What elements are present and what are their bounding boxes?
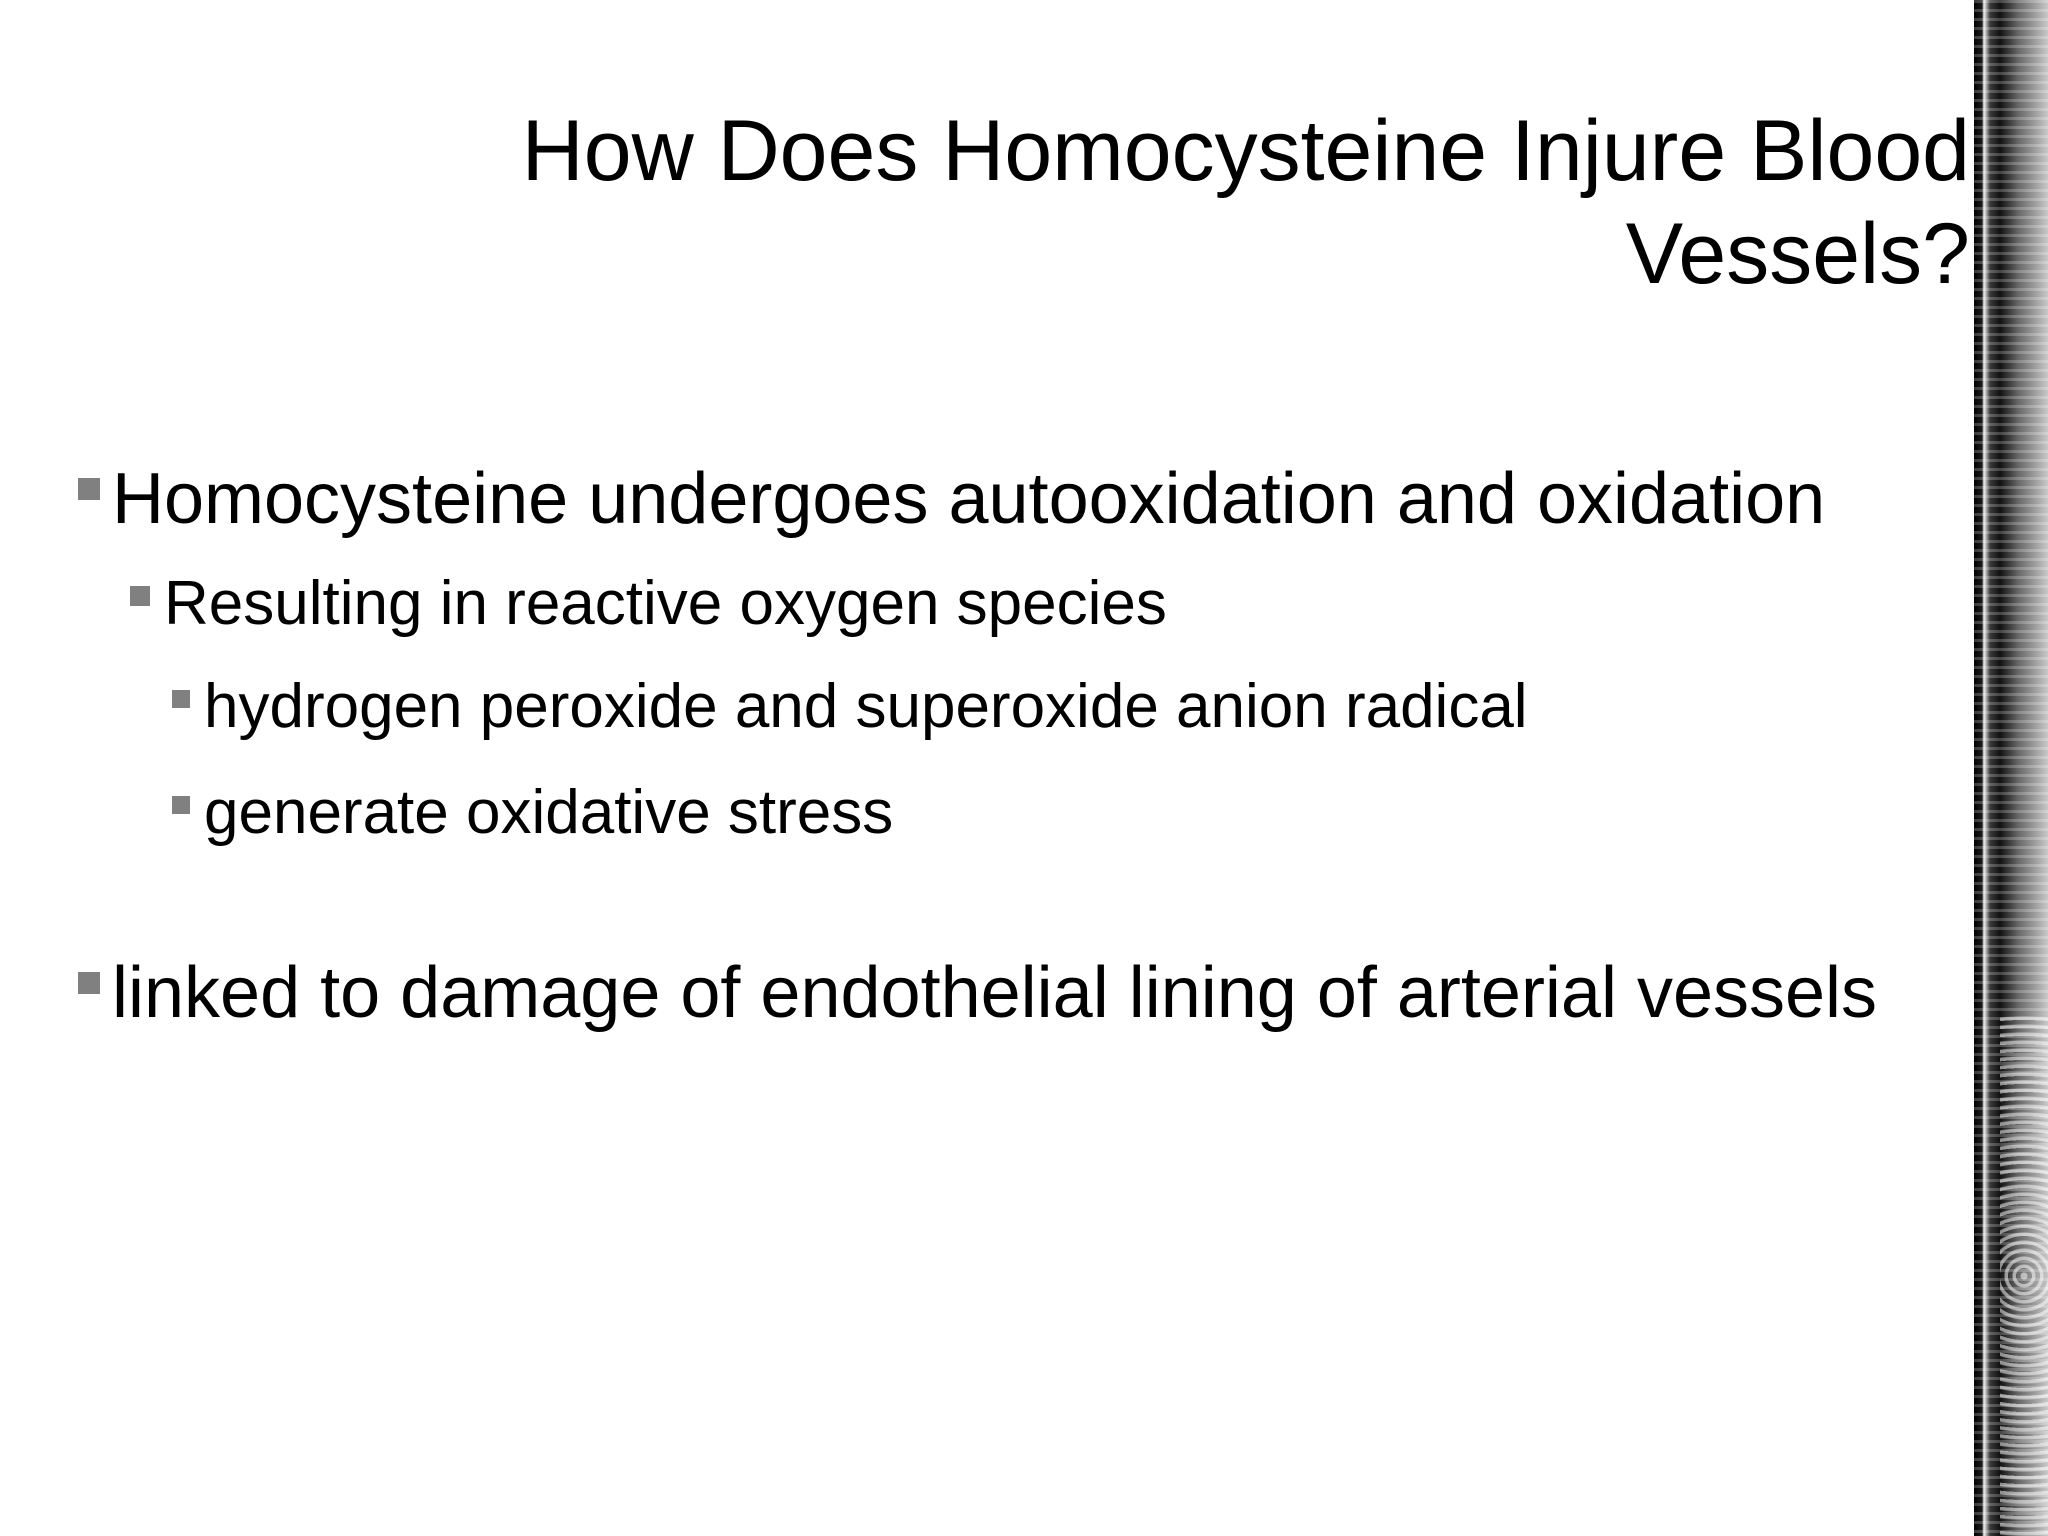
bullet-text: Homocysteine undergoes autooxidation and oxidation: [112, 459, 1826, 539]
bullet-text: linked to damage of endothelial lining of arterial vessels: [112, 953, 1878, 1033]
square-bullet-icon: [130, 586, 150, 606]
square-bullet-icon: [78, 478, 100, 500]
sub-sub-bullet-text: generate oxidative stress: [204, 778, 894, 847]
sub-sub-bullet-item: [172, 760, 1918, 866]
sub-bullet-text: Resulting in reactive oxygen species: [164, 569, 1167, 638]
sub-sub-bullet-item: [172, 654, 1918, 760]
decorative-side-band: [1974, 0, 2048, 1536]
bullet-item: [78, 942, 1918, 1044]
spacer: [78, 866, 1918, 942]
sub-bullet-item: [130, 554, 1918, 654]
sub-sub-bullet-text: hydrogen peroxide and superoxide anion radical: [204, 672, 1528, 741]
square-bullet-icon: [172, 796, 190, 814]
slide-content: [78, 448, 1918, 1044]
slide-title: How Does Homocysteine Injure Blood Vessels?: [521, 103, 1970, 302]
bullet-item: [78, 448, 1918, 550]
square-bullet-icon: [78, 972, 100, 994]
square-bullet-icon: [172, 690, 190, 708]
